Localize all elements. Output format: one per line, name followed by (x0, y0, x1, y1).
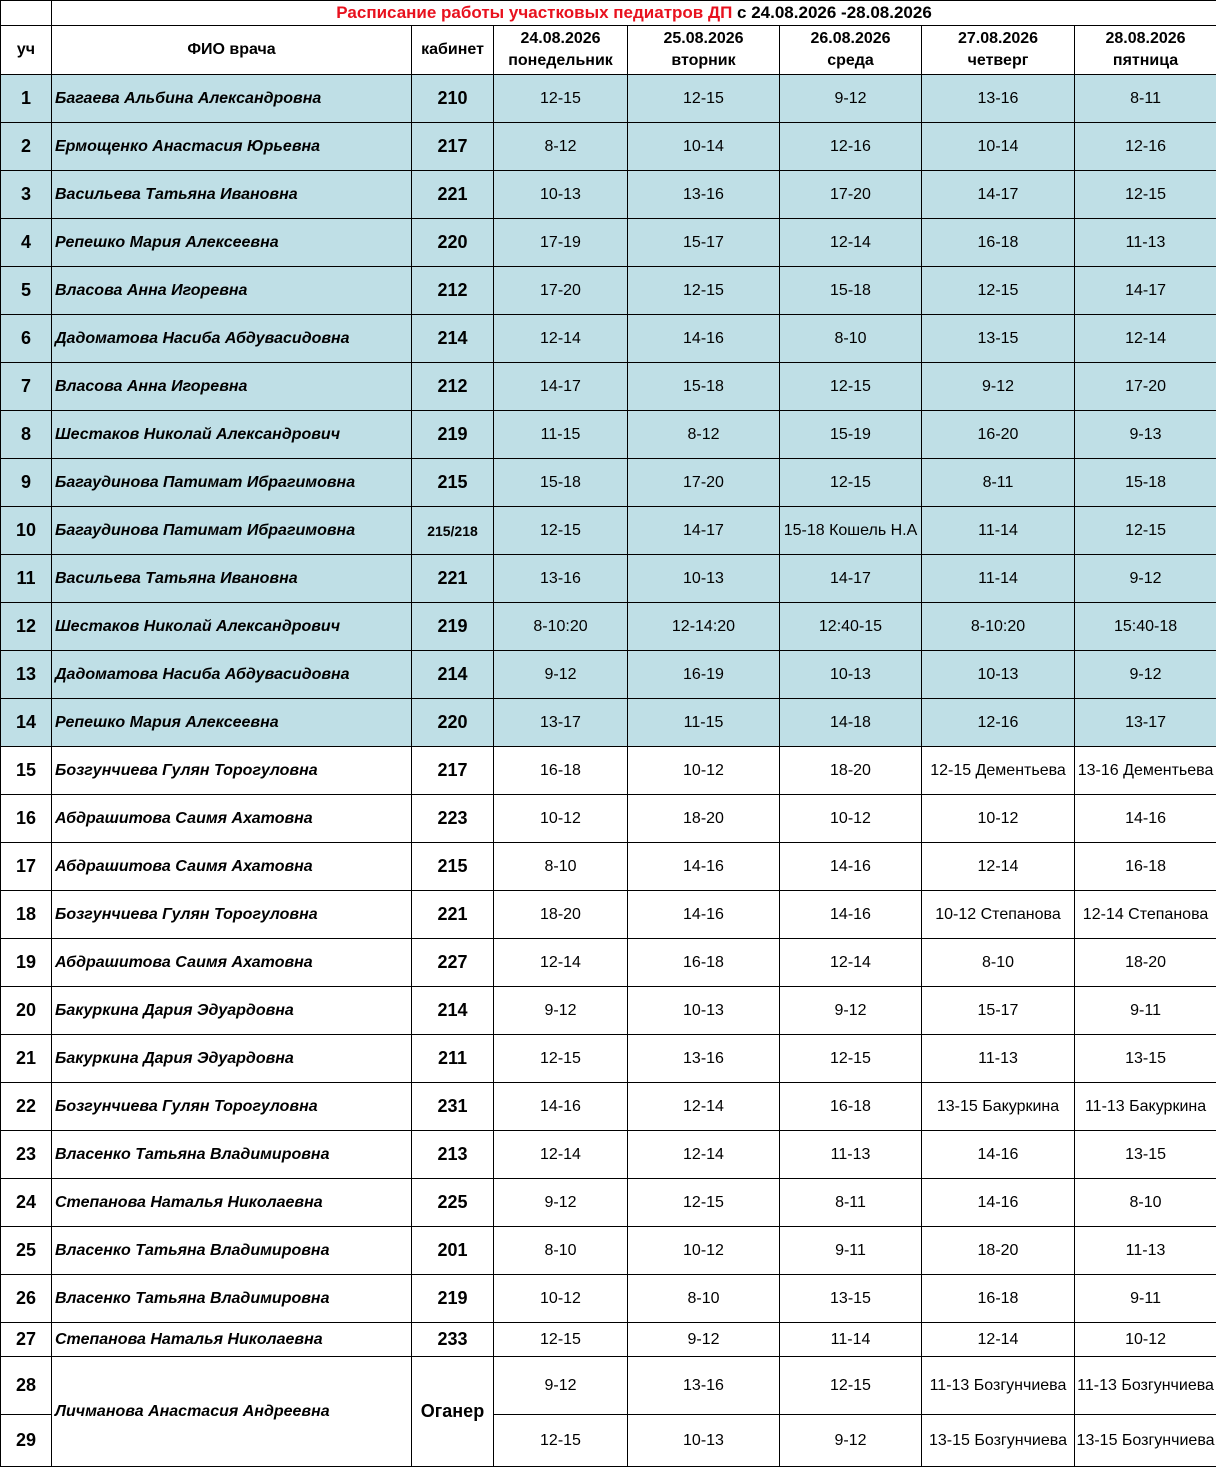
time-cell: 10-12 (494, 795, 628, 843)
day-name: среда (827, 52, 874, 69)
table-row (1, 555, 1216, 603)
time-cell: 12-15 (780, 1035, 922, 1083)
table-row (1, 123, 1216, 171)
table-row (1, 603, 1216, 651)
room-number: 201 (412, 1227, 494, 1275)
header-kabinet: кабинет (412, 26, 494, 75)
uch-number: 26 (1, 1275, 52, 1323)
doctor-name: Багаева Альбина Александровна (52, 75, 412, 123)
day-date: 24.08.2026 (520, 30, 601, 47)
time-cell: 12-14 (628, 1083, 780, 1131)
uch-number: 20 (1, 987, 52, 1035)
table-row (1, 219, 1216, 267)
page-title (52, 1, 1216, 26)
time-cell: 10-12 (628, 747, 780, 795)
time-cell: 17-20 (1075, 363, 1216, 411)
room-number: 214 (412, 315, 494, 363)
time-cell: 12-15 Дементьева (922, 747, 1075, 795)
time-cell: 11-15 (494, 411, 628, 459)
time-cell: 10-12 Степанова (922, 891, 1075, 939)
time-cell: 11-13 (780, 1131, 922, 1179)
time-cell: 10-13 (922, 651, 1075, 699)
time-cell: 14-16 (628, 315, 780, 363)
doctor-name: Бакуркина Дария Эдуардовна (52, 987, 412, 1035)
time-cell: 13-15 Бозгунчиева (1075, 1415, 1216, 1467)
header-day-1 (494, 26, 628, 75)
table-row (1, 1357, 1216, 1415)
header-day-4 (922, 26, 1075, 75)
time-cell: 12-14 (922, 843, 1075, 891)
time-cell: 18-20 (494, 891, 628, 939)
time-cell: 12-14 (1075, 315, 1216, 363)
doctor-name: Шестаков Николай Александрович (52, 411, 412, 459)
time-cell: 9-12 (494, 987, 628, 1035)
time-cell: 10-13 (780, 651, 922, 699)
time-cell: 10-12 (494, 1275, 628, 1323)
uch-number: 1 (1, 75, 52, 123)
uch-number: 10 (1, 507, 52, 555)
room-number: 214 (412, 987, 494, 1035)
doctor-name: Власова Анна Игоревна (52, 267, 412, 315)
time-cell: 15-18 (1075, 459, 1216, 507)
room-number: 217 (412, 747, 494, 795)
time-cell: 16-19 (628, 651, 780, 699)
day-name: четверг (967, 52, 1029, 69)
time-cell: 12-16 (780, 123, 922, 171)
header-day-3 (780, 26, 922, 75)
table-row (1, 363, 1216, 411)
table-row (1, 315, 1216, 363)
uch-number: 28 (1, 1357, 52, 1415)
time-cell: 15-17 (628, 219, 780, 267)
uch-number: 4 (1, 219, 52, 267)
time-cell: 12-15 (628, 267, 780, 315)
time-cell: 10-13 (628, 1415, 780, 1467)
room-number: 211 (412, 1035, 494, 1083)
time-cell: 8-10:20 (494, 603, 628, 651)
time-cell: 13-16 Дементьева (1075, 747, 1216, 795)
time-cell: 13-17 (1075, 699, 1216, 747)
time-cell: 9-12 (628, 1323, 780, 1357)
time-cell: 18-20 (922, 1227, 1075, 1275)
room-number: 212 (412, 267, 494, 315)
uch-number: 27 (1, 1323, 52, 1357)
table-row (1, 987, 1216, 1035)
time-cell: 9-12 (494, 651, 628, 699)
time-cell: 14-17 (1075, 267, 1216, 315)
time-cell: 12-16 (922, 699, 1075, 747)
uch-number: 8 (1, 411, 52, 459)
time-cell: 14-16 (628, 891, 780, 939)
time-cell: 10-13 (628, 987, 780, 1035)
room-number: 221 (412, 555, 494, 603)
uch-number: 21 (1, 1035, 52, 1083)
doctor-name: Дадоматова Насиба Абдувасидовна (52, 315, 412, 363)
uch-number: 9 (1, 459, 52, 507)
time-cell: 9-12 (1075, 651, 1216, 699)
time-cell: 9-11 (780, 1227, 922, 1275)
room-number: 215/218 (412, 507, 494, 555)
empty-cell (1, 1, 52, 26)
table-row (1, 651, 1216, 699)
doctor-name: Власенко Татьяна Владимировна (52, 1275, 412, 1323)
room-number: 215 (412, 843, 494, 891)
table-row (1, 171, 1216, 219)
time-cell: 15-17 (922, 987, 1075, 1035)
time-cell: 11-14 (780, 1323, 922, 1357)
doctor-name: Багаудинова Патимат Ибрагимовна (52, 459, 412, 507)
table-row (1, 795, 1216, 843)
time-cell: 9-12 (780, 1415, 922, 1467)
time-cell: 14-17 (922, 171, 1075, 219)
room-number: 220 (412, 219, 494, 267)
doctor-name: Репешко Мария Алексеевна (52, 219, 412, 267)
time-cell: 14-16 (922, 1131, 1075, 1179)
uch-number: 24 (1, 1179, 52, 1227)
doctor-name: Васильева Татьяна Ивановна (52, 171, 412, 219)
time-cell: 13-15 Бакуркина (922, 1083, 1075, 1131)
time-cell: 12-15 (1075, 171, 1216, 219)
time-cell: 8-10 (494, 1227, 628, 1275)
room-number: 217 (412, 123, 494, 171)
uch-number: 13 (1, 651, 52, 699)
time-cell: 11-15 (628, 699, 780, 747)
time-cell: 12-15 (780, 363, 922, 411)
uch-number: 6 (1, 315, 52, 363)
time-cell: 16-18 (1075, 843, 1216, 891)
time-cell: 15-18 (494, 459, 628, 507)
uch-number: 7 (1, 363, 52, 411)
header-day-2 (628, 26, 780, 75)
time-cell: 12-15 (1075, 507, 1216, 555)
time-cell: 12-15 (780, 459, 922, 507)
time-cell: 15-18 Кошель Н.А (780, 507, 922, 555)
time-cell: 8-11 (780, 1179, 922, 1227)
time-cell: 12-15 (922, 267, 1075, 315)
table-row (1, 1179, 1216, 1227)
table-row (1, 1227, 1216, 1275)
time-cell: 10-13 (628, 555, 780, 603)
doctor-name: Власенко Татьяна Владимировна (52, 1131, 412, 1179)
doctor-name: Личманова Анастасия Андреевна (52, 1357, 412, 1467)
room-number: 210 (412, 75, 494, 123)
time-cell: 8-10 (780, 315, 922, 363)
header-uch: уч (1, 26, 52, 75)
doctor-name: Степанова Наталья Николаевна (52, 1323, 412, 1357)
time-cell: 16-18 (922, 219, 1075, 267)
day-date: 26.08.2026 (810, 30, 891, 47)
table-row (1, 507, 1216, 555)
time-cell: 11-14 (922, 507, 1075, 555)
time-cell: 13-15 (1075, 1035, 1216, 1083)
time-cell: 13-16 (628, 171, 780, 219)
room-number: 212 (412, 363, 494, 411)
time-cell: 14-16 (780, 843, 922, 891)
time-cell: 12-16 (1075, 123, 1216, 171)
time-cell: 13-16 (628, 1035, 780, 1083)
time-cell: 14-18 (780, 699, 922, 747)
time-cell: 12-15 (494, 1035, 628, 1083)
time-cell: 14-16 (1075, 795, 1216, 843)
time-cell: 10-12 (1075, 1323, 1216, 1357)
time-cell: 8-12 (494, 123, 628, 171)
time-cell: 13-15 (780, 1275, 922, 1323)
time-cell: 9-11 (1075, 987, 1216, 1035)
day-name: вторник (671, 52, 736, 69)
time-cell: 12-14 (494, 315, 628, 363)
time-cell: 9-12 (494, 1179, 628, 1227)
time-cell: 9-12 (780, 75, 922, 123)
time-cell: 12-14 (494, 939, 628, 987)
time-cell: 18-20 (780, 747, 922, 795)
table-row (1, 1131, 1216, 1179)
time-cell: 16-18 (494, 747, 628, 795)
time-cell: 9-12 (780, 987, 922, 1035)
time-cell: 12-14:20 (628, 603, 780, 651)
uch-number: 2 (1, 123, 52, 171)
room-number: 213 (412, 1131, 494, 1179)
table-row (1, 267, 1216, 315)
table-row (1, 1083, 1216, 1131)
time-cell: 8-10 (1075, 1179, 1216, 1227)
header-row (1, 26, 1216, 75)
time-cell: 14-16 (780, 891, 922, 939)
doctor-name: Бозгунчиева Гулян Торогуловна (52, 747, 412, 795)
uch-number: 23 (1, 1131, 52, 1179)
time-cell: 11-13 (922, 1035, 1075, 1083)
time-cell: 13-17 (494, 699, 628, 747)
room-number: 219 (412, 1275, 494, 1323)
time-cell: 9-13 (1075, 411, 1216, 459)
table-row (1, 459, 1216, 507)
uch-number: 22 (1, 1083, 52, 1131)
doctor-name: Абдрашитова Саимя Ахатовна (52, 843, 412, 891)
time-cell: 12-14 (494, 1131, 628, 1179)
doctor-name: Васильева Татьяна Ивановна (52, 555, 412, 603)
room-number: 233 (412, 1323, 494, 1357)
time-cell: 14-17 (780, 555, 922, 603)
time-cell: 16-18 (922, 1275, 1075, 1323)
uch-number: 11 (1, 555, 52, 603)
room-number: 215 (412, 459, 494, 507)
day-date: 25.08.2026 (663, 30, 744, 47)
time-cell: 12-15 (780, 1357, 922, 1415)
time-cell: 10-13 (494, 171, 628, 219)
time-cell: 12-15 (494, 507, 628, 555)
room-number: 220 (412, 699, 494, 747)
time-cell: 9-11 (1075, 1275, 1216, 1323)
header-fio: ФИО врача (52, 26, 412, 75)
table-row (1, 411, 1216, 459)
time-cell: 12-14 (628, 1131, 780, 1179)
time-cell: 14-17 (628, 507, 780, 555)
table-row (1, 1035, 1216, 1083)
time-cell: 18-20 (628, 795, 780, 843)
doctor-name: Ермощенко Анастасия Юрьевна (52, 123, 412, 171)
doctor-name: Абдрашитова Саимя Ахатовна (52, 939, 412, 987)
time-cell: 9-12 (922, 363, 1075, 411)
time-cell: 13-16 (494, 555, 628, 603)
room-number: 221 (412, 171, 494, 219)
time-cell: 16-18 (628, 939, 780, 987)
time-cell: 17-20 (780, 171, 922, 219)
room-number: 227 (412, 939, 494, 987)
room-number: 214 (412, 651, 494, 699)
doctor-name: Власенко Татьяна Владимировна (52, 1227, 412, 1275)
time-cell: 12-14 (780, 939, 922, 987)
time-cell: 13-16 (628, 1357, 780, 1415)
doctor-name: Бозгунчиева Гулян Торогуловна (52, 891, 412, 939)
uch-number: 17 (1, 843, 52, 891)
doctor-name: Шестаков Николай Александрович (52, 603, 412, 651)
title-row (1, 1, 1216, 26)
room-number: Оганер (412, 1357, 494, 1467)
room-number: 231 (412, 1083, 494, 1131)
room-number: 225 (412, 1179, 494, 1227)
time-cell: 10-12 (922, 795, 1075, 843)
time-cell: 14-16 (922, 1179, 1075, 1227)
time-cell: 14-17 (494, 363, 628, 411)
time-cell: 16-20 (922, 411, 1075, 459)
time-cell: 11-13 Бозгунчиева (922, 1357, 1075, 1415)
header-day-5 (1075, 26, 1216, 75)
time-cell: 10-12 (780, 795, 922, 843)
table-row (1, 1275, 1216, 1323)
table-row (1, 747, 1216, 795)
time-cell: 12-15 (494, 1415, 628, 1467)
time-cell: 11-13 (1075, 219, 1216, 267)
time-cell: 18-20 (1075, 939, 1216, 987)
table-row (1, 1323, 1216, 1357)
time-cell: 8-11 (922, 459, 1075, 507)
time-cell: 14-16 (494, 1083, 628, 1131)
time-cell: 12-15 (628, 75, 780, 123)
time-cell: 8-10:20 (922, 603, 1075, 651)
time-cell: 10-14 (922, 123, 1075, 171)
time-cell: 12-15 (494, 1323, 628, 1357)
doctor-name: Власова Анна Игоревна (52, 363, 412, 411)
time-cell: 16-18 (780, 1083, 922, 1131)
doctor-name: Репешко Мария Алексеевна (52, 699, 412, 747)
time-cell: 13-16 (922, 75, 1075, 123)
room-number: 221 (412, 891, 494, 939)
uch-number: 25 (1, 1227, 52, 1275)
time-cell: 13-15 (922, 315, 1075, 363)
time-cell: 13-15 (1075, 1131, 1216, 1179)
time-cell: 11-13 (1075, 1227, 1216, 1275)
room-number: 219 (412, 603, 494, 651)
time-cell: 12:40-15 (780, 603, 922, 651)
day-date: 27.08.2026 (957, 30, 1039, 47)
time-cell: 12-14 Степанова (1075, 891, 1216, 939)
time-cell: 9-12 (494, 1357, 628, 1415)
time-cell: 12-14 (922, 1323, 1075, 1357)
time-cell: 15-18 (628, 363, 780, 411)
doctor-name: Бозгунчиева Гулян Торогуловна (52, 1083, 412, 1131)
day-name: пятница (1112, 52, 1179, 69)
time-cell: 11-13 Бакуркина (1075, 1083, 1216, 1131)
doctor-name: Дадоматова Насиба Абдувасидовна (52, 651, 412, 699)
time-cell: 15-18 (780, 267, 922, 315)
uch-number: 29 (1, 1415, 52, 1467)
time-cell: 11-13 Бозгунчиева (1075, 1357, 1216, 1415)
time-cell: 9-12 (1075, 555, 1216, 603)
doctor-name: Бакуркина Дария Эдуардовна (52, 1035, 412, 1083)
time-cell: 8-11 (1075, 75, 1216, 123)
uch-number: 18 (1, 891, 52, 939)
doctor-name: Багаудинова Патимат Ибрагимовна (52, 507, 412, 555)
table-row (1, 843, 1216, 891)
uch-number: 5 (1, 267, 52, 315)
time-cell: 17-19 (494, 219, 628, 267)
time-cell: 13-15 Бозгунчиева (922, 1415, 1075, 1467)
time-cell: 8-10 (628, 1275, 780, 1323)
table-row (1, 75, 1216, 123)
uch-number: 3 (1, 171, 52, 219)
time-cell: 8-10 (494, 843, 628, 891)
time-cell: 10-14 (628, 123, 780, 171)
doctor-name: Степанова Наталья Николаевна (52, 1179, 412, 1227)
time-cell: 12-15 (494, 75, 628, 123)
uch-number: 15 (1, 747, 52, 795)
time-cell: 8-12 (628, 411, 780, 459)
uch-number: 19 (1, 939, 52, 987)
uch-number: 16 (1, 795, 52, 843)
uch-number: 12 (1, 603, 52, 651)
time-cell: 15:40-18 (1075, 603, 1216, 651)
table-row (1, 891, 1216, 939)
time-cell: 12-15 (628, 1179, 780, 1227)
time-cell: 12-14 (780, 219, 922, 267)
room-number: 223 (412, 795, 494, 843)
table-row (1, 699, 1216, 747)
title-text: Расписание работы участковых педиатров ДП (336, 3, 733, 22)
time-cell: 8-10 (922, 939, 1075, 987)
table-row (1, 939, 1216, 987)
time-cell: 11-14 (922, 555, 1075, 603)
time-cell: 17-20 (628, 459, 780, 507)
uch-number: 14 (1, 699, 52, 747)
doctor-name: Абдрашитова Саимя Ахатовна (52, 795, 412, 843)
time-cell: 10-12 (628, 1227, 780, 1275)
title-range: с 24.08.2026 -28.08.2026 (737, 3, 932, 22)
time-cell: 15-19 (780, 411, 922, 459)
time-cell: 14-16 (628, 843, 780, 891)
time-cell: 17-20 (494, 267, 628, 315)
day-date: 28.08.2026 (1105, 30, 1186, 47)
room-number: 219 (412, 411, 494, 459)
day-name: понедельник (508, 52, 613, 69)
